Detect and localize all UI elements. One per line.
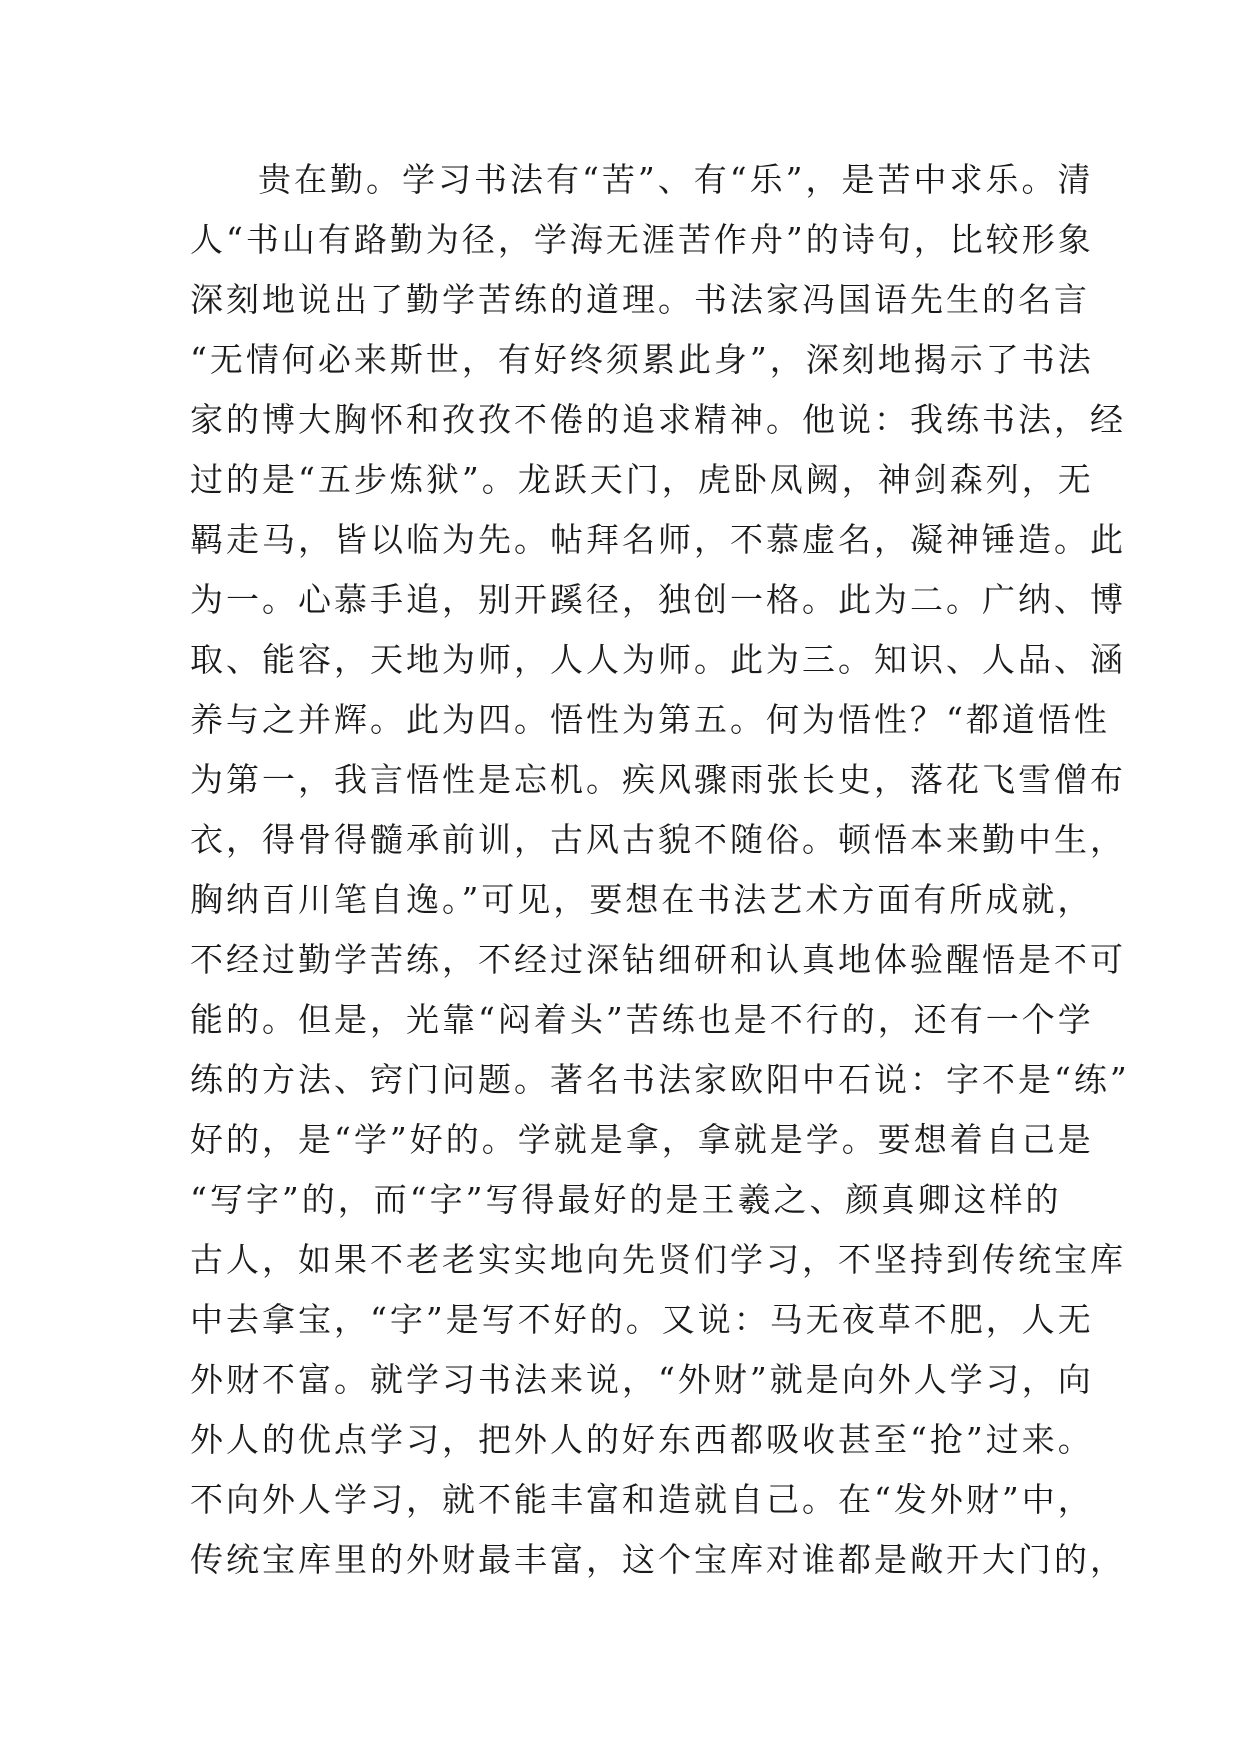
text-line: “无情何必来斯世，有好终须累此身”，深刻地揭示了书法 bbox=[190, 340, 1094, 379]
text-line: 贵在勤。学习书法有“苦”、有“乐”，是苦中求乐。清 bbox=[258, 160, 1094, 199]
text-line: 胸纳百川笔自逸。”可见，要想在书法艺术方面有所成就， bbox=[190, 880, 1094, 919]
text-line: “写字”的，而“字”写得最好的是王羲之、颜真卿这样的 bbox=[190, 1180, 1062, 1219]
text-line: 取、能容，天地为师，人人为师。此为三。知识、人品、涵 bbox=[190, 640, 1126, 679]
text-line: 深刻地说出了勤学苦练的道理。书法家冯国语先生的名言 bbox=[190, 280, 1090, 319]
text-line: 衣，得骨得髓承前训，古风古貌不随俗。顿悟本来勤中生， bbox=[190, 820, 1126, 859]
text-line: 养与之并辉。此为四。悟性为第五。何为悟性？“都道悟性 bbox=[190, 700, 1110, 739]
text-line: 中去拿宝，“字”是写不好的。又说：马无夜草不肥，人无 bbox=[190, 1300, 1094, 1339]
text-line: 能的。但是，光靠“闷着头”苦练也是不行的，还有一个学 bbox=[190, 1000, 1094, 1039]
text-line: 不经过勤学苦练，不经过深钻细研和认真地体验醒悟是不可 bbox=[190, 940, 1126, 979]
text-line: 传统宝库里的外财最丰富，这个宝库对谁都是敞开大门的， bbox=[190, 1540, 1126, 1579]
text-line: 家的博大胸怀和孜孜不倦的追求精神。他说：我练书法，经 bbox=[190, 400, 1126, 439]
text-line: 为一。心慕手追，别开蹊径，独创一格。此为二。广纳、博 bbox=[190, 580, 1126, 619]
text-line: 不向外人学习，就不能丰富和造就自己。在“发外财”中， bbox=[190, 1480, 1094, 1519]
text-line: 练的方法、窍门问题。著名书法家欧阳中石说：字不是“练” bbox=[190, 1060, 1130, 1099]
text-line: 过的是“五步炼狱”。龙跃天门，虎卧凤阙，神剑森列，无 bbox=[190, 460, 1094, 499]
text-line: 羁走马，皆以临为先。帖拜名师，不慕虚名，凝神锤造。此 bbox=[190, 520, 1126, 559]
text-line: 好的，是“学”好的。学就是拿，拿就是学。要想着自己是 bbox=[190, 1120, 1094, 1159]
text-line: 人“书山有路勤为径，学海无涯苦作舟”的诗句，比较形象 bbox=[190, 220, 1094, 259]
text-line: 外财不富。就学习书法来说，“外财”就是向外人学习，向 bbox=[190, 1360, 1094, 1399]
text-line: 为第一，我言悟性是忘机。疾风骤雨张长史，落花飞雪僧布 bbox=[190, 760, 1126, 799]
text-line: 古人，如果不老老实实地向先贤们学习，不坚持到传统宝库 bbox=[190, 1240, 1126, 1279]
body-paragraph bbox=[190, 150, 1130, 1590]
text-line: 外人的优点学习，把外人的好东西都吸收甚至“抢”过来。 bbox=[190, 1420, 1094, 1459]
